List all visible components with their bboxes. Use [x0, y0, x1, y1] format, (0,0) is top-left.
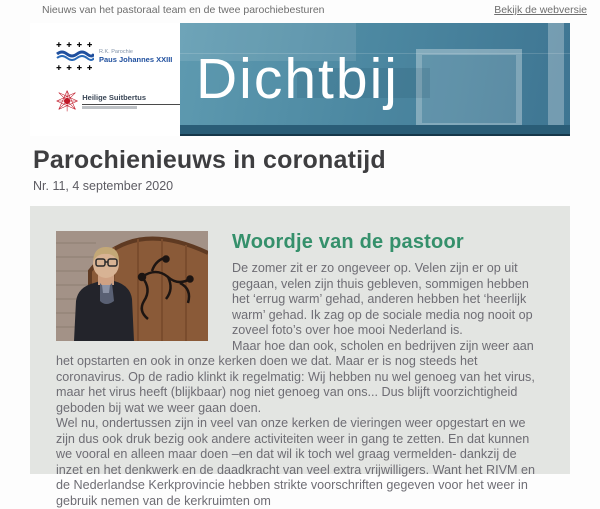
logo1-name: Paus Johannes XXIII: [99, 55, 173, 64]
logo-paus-johannes: [56, 43, 180, 71]
article-paragraph: Wel nu, ondertussen zijn in veel van onze kerken de vieringen weer opgestart en we zijn dus ook druk bezig ook andere activiteiten weer in gang te zetten. En dat kunnen we vooral en alleen maar doen –en dat wil ik toch wel graag vermelden- dankzij de inzet en het denkwerk en de daadkracht van veel extra vrijwilligers. Want het RIVM en de Nederlandse Kerkprovincie hebben strikte voorschriften gegeven voor het weer in gebruik nemen van de kerkruimten om: [56, 416, 536, 508]
title-block: [33, 146, 570, 193]
red-starburst-icon: [56, 85, 78, 117]
article-woordje-van-de-pastoor: [30, 206, 570, 508]
pastor-photo-image: [56, 231, 208, 341]
banner-glass-pane: [416, 49, 522, 129]
page-title: Parochienieuws in coronatijd: [33, 146, 386, 174]
blue-wave-icon: [56, 50, 94, 61]
preheader-text: Nieuws van het pastoraal team en de twee parochiebesturen: [42, 4, 325, 16]
logo1-org-type: R.K. Parochie: [99, 49, 133, 55]
pastor-photo: [56, 231, 208, 341]
view-webversion-link[interactable]: Bekijk de webversie: [494, 4, 587, 16]
logo2-name: Heilige Suitbertus: [82, 93, 180, 105]
logo2-tagline: [82, 106, 137, 109]
banner-image: [180, 23, 570, 136]
banner-bottom-edge: [180, 134, 570, 136]
logo-column: [30, 23, 180, 136]
logo-heilige-suitbertus: [56, 85, 180, 117]
article-heading: Woordje van de pastoor: [232, 231, 464, 253]
issue-date: Nr. 11, 4 september 2020: [33, 179, 174, 193]
preheader-bar: [0, 0, 600, 16]
article-paragraph: Maar hoe dan ook, scholen en bedrijven zijn weer aan het opstarten en ook in onze kerken doen we dat. Maar er is nog steeds het coronavirus. Op de radio klinkt ik regelmatig: Wij hebben nu wel genoeg van het virus, maar het virus heeft (blijkbaar) nog niet genoeg van ons... Dus blijft voorzichtigheid geboden bij wat we weer gaan doen.: [56, 338, 535, 415]
banner-title: Dichtbij: [196, 46, 399, 111]
newsletter-header: [30, 23, 570, 136]
article-paragraph: De zomer zit er zo ongeveer op. Velen zijn er op uit gegaan, velen zijn thuis gebleven, sommigen hebben het ‘errug warm’ gehad, anderen hebben het ‘heerlijk warm’ gehad. Ik zag op de sociale media nog nooit op zoveel foto’s over hoe mooi Nederland is.: [232, 261, 533, 337]
banner-glass-pane: [548, 23, 564, 136]
wave-cross-logo-icon: ✚ ✚ ✚ ✚ ✚ ✚ ✚ ✚: [56, 41, 94, 72]
